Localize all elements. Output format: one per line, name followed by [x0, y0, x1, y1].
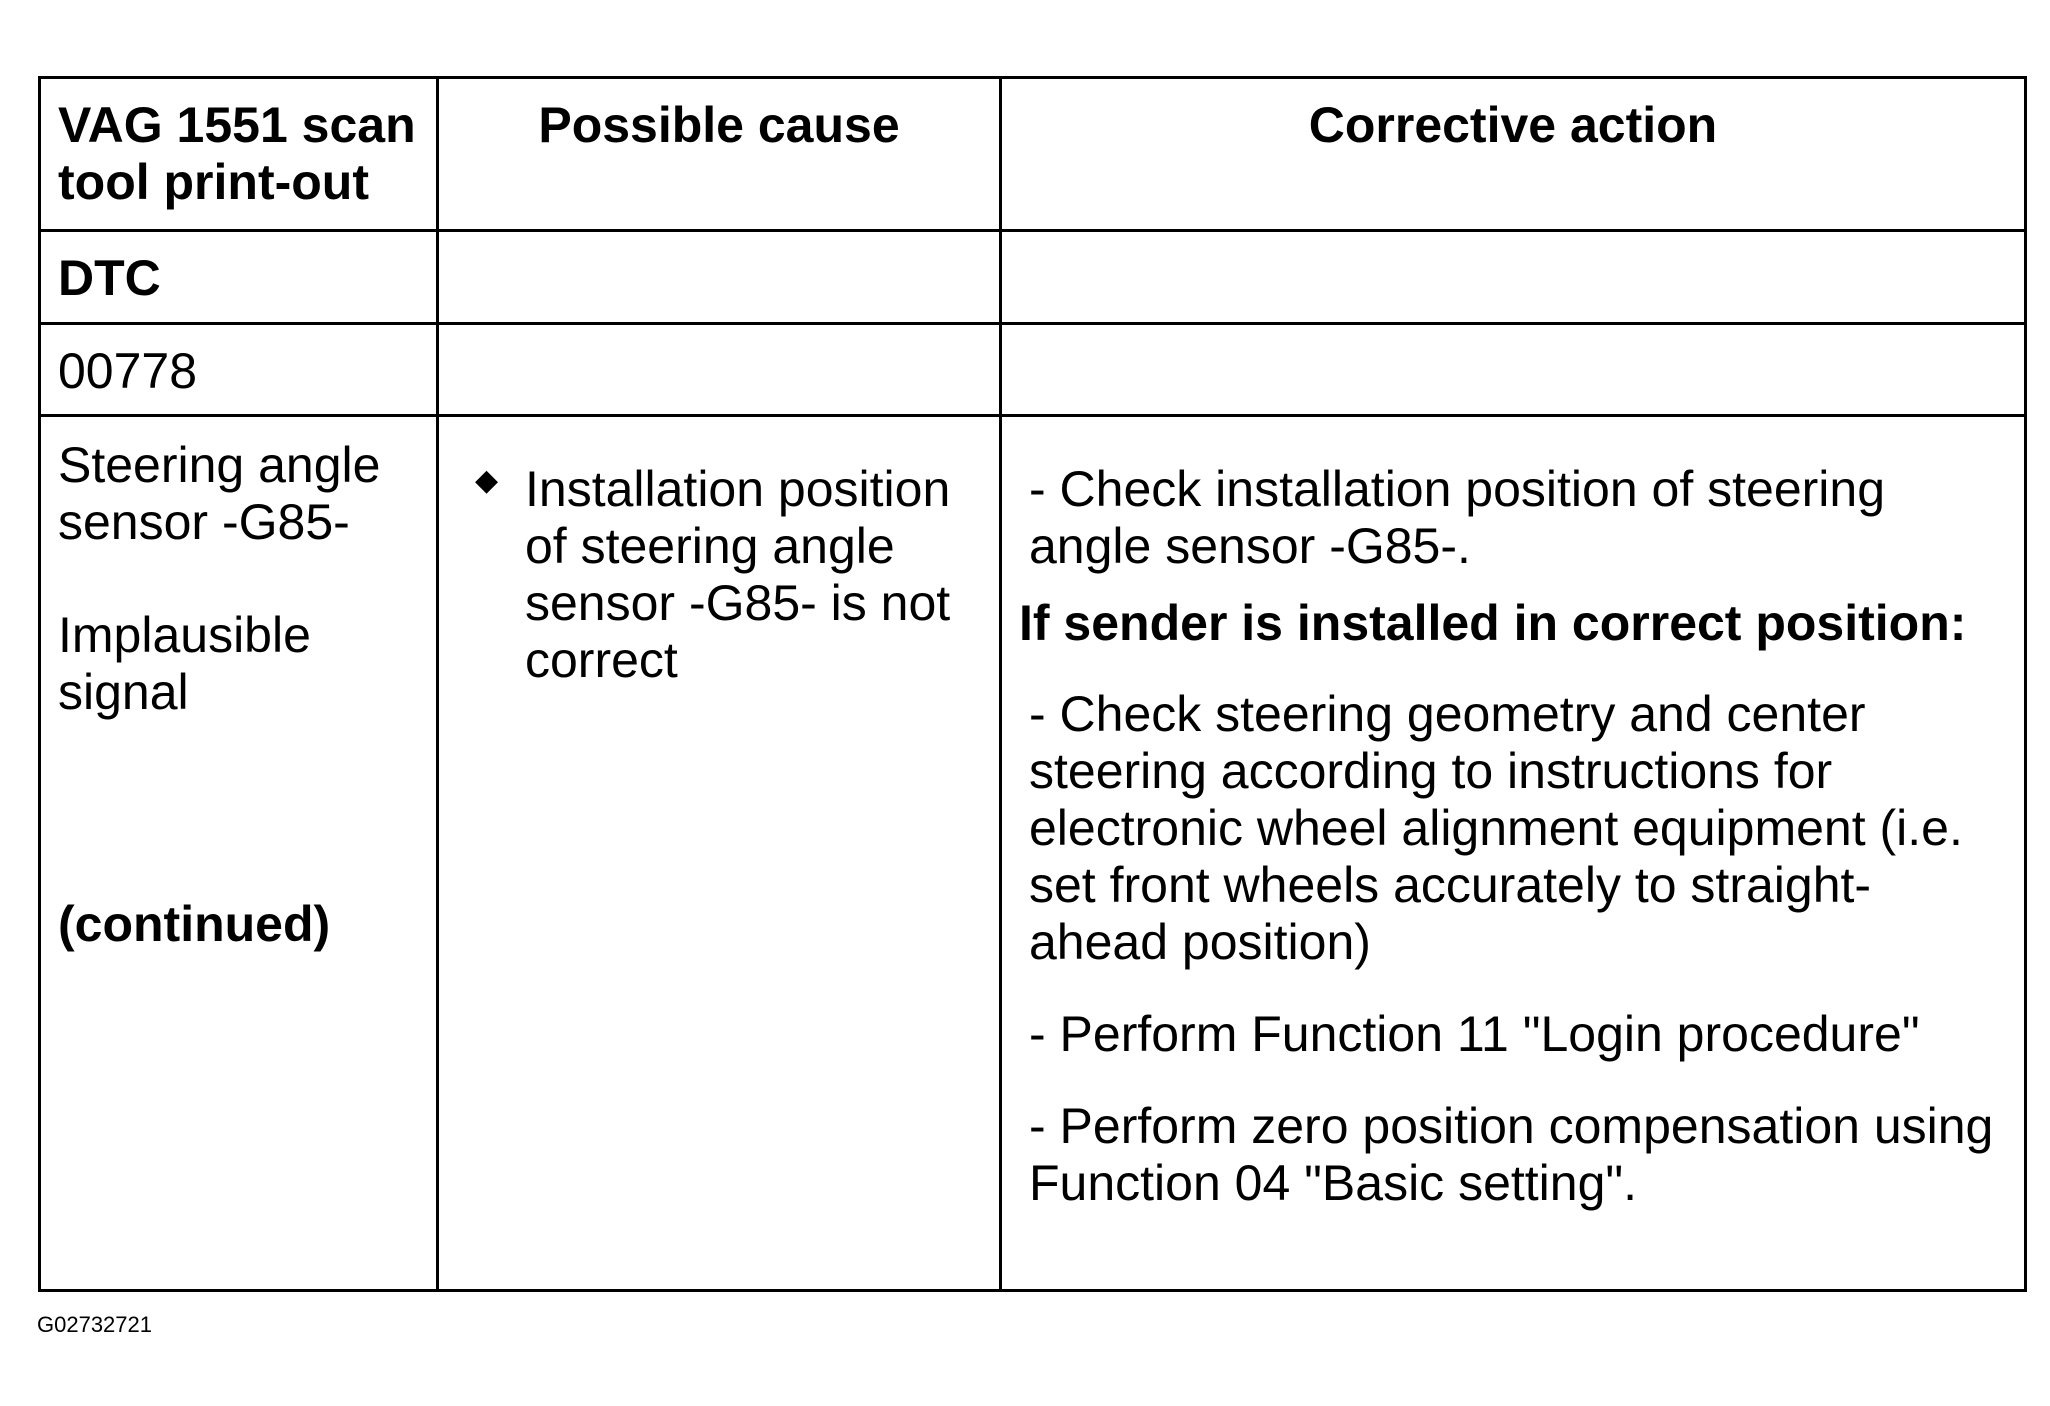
- fault-component: Steering angle sensor -G85-: [58, 437, 381, 550]
- corrective-step-zero-position: - Perform zero position compensation using Function 04 "Basic setting".: [1029, 1098, 1994, 1211]
- table-row-dtc-label: [40, 231, 2026, 324]
- empty-cell: [1001, 324, 2026, 416]
- fault-condition: Implausible signal: [58, 607, 311, 720]
- table-header-row: [40, 78, 2026, 231]
- continued-label: (continued): [58, 896, 331, 952]
- possible-cause-text: Installation position of steering angle sensor -G85- is not correct: [525, 461, 951, 688]
- possible-cause-item: [439, 461, 999, 689]
- possible-cause-cell: [438, 416, 1001, 1291]
- empty-cell: [438, 231, 1001, 324]
- empty-cell: [438, 324, 1001, 416]
- dtc-label: DTC: [40, 231, 438, 324]
- dtc-table: [38, 76, 2027, 1292]
- corrective-step-check-geometry: - Check steering geometry and center steering according to instructions for electronic wheel alignment equipment (i.e. set front wheels accurately to straight-ahead position): [1029, 686, 1963, 970]
- table-row-fault: [40, 416, 2026, 1291]
- header-scan-tool-printout: VAG 1551 scan tool print-out: [40, 78, 438, 231]
- corrective-condition-heading: If sender is installed in correct position:: [1019, 595, 1967, 651]
- diamond-bullet-icon: ◆: [475, 464, 499, 497]
- figure-reference-code: G02732721: [37, 1312, 152, 1337]
- dtc-code: 00778: [40, 324, 438, 416]
- corrective-step-login-procedure: - Perform Function 11 "Login procedure": [1029, 1006, 1920, 1062]
- header-corrective-action: Corrective action: [1001, 78, 2026, 231]
- corrective-step-check-installation: - Check installation position of steering angle sensor -G85-.: [1029, 461, 1886, 574]
- corrective-action-cell: [1001, 416, 2026, 1291]
- header-possible-cause: Possible cause: [438, 78, 1001, 231]
- empty-cell: [1001, 231, 2026, 324]
- fault-description-cell: [40, 416, 438, 1291]
- table-row-dtc-code: [40, 324, 2026, 416]
